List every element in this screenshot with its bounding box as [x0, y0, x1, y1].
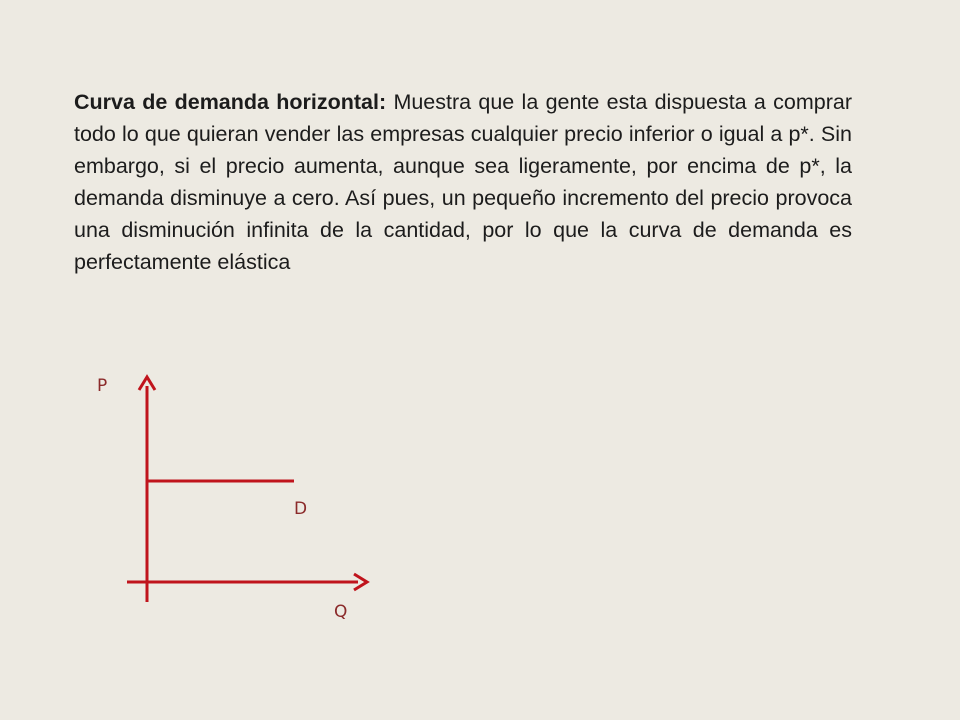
paragraph-lead: Curva de demanda horizontal: — [74, 90, 387, 114]
quantity-axis-label: Q — [334, 602, 348, 622]
paragraph-body: Muestra que la gente esta dispuesta a comprar todo lo que quieran vender las empresas cualquier precio inferior o igual a p*. Sin embargo, si el precio aumenta, aunque sea ligeramente, por encima de p*, la demanda disminuye a cero. Así pues, un pequeño incremento del precio provoca una disminución infinita de la cantidad, por lo que la curva de demanda es perfectamente elástica — [74, 90, 852, 274]
demand-curve-label: D — [294, 499, 308, 519]
price-axis-label: P — [97, 376, 108, 396]
